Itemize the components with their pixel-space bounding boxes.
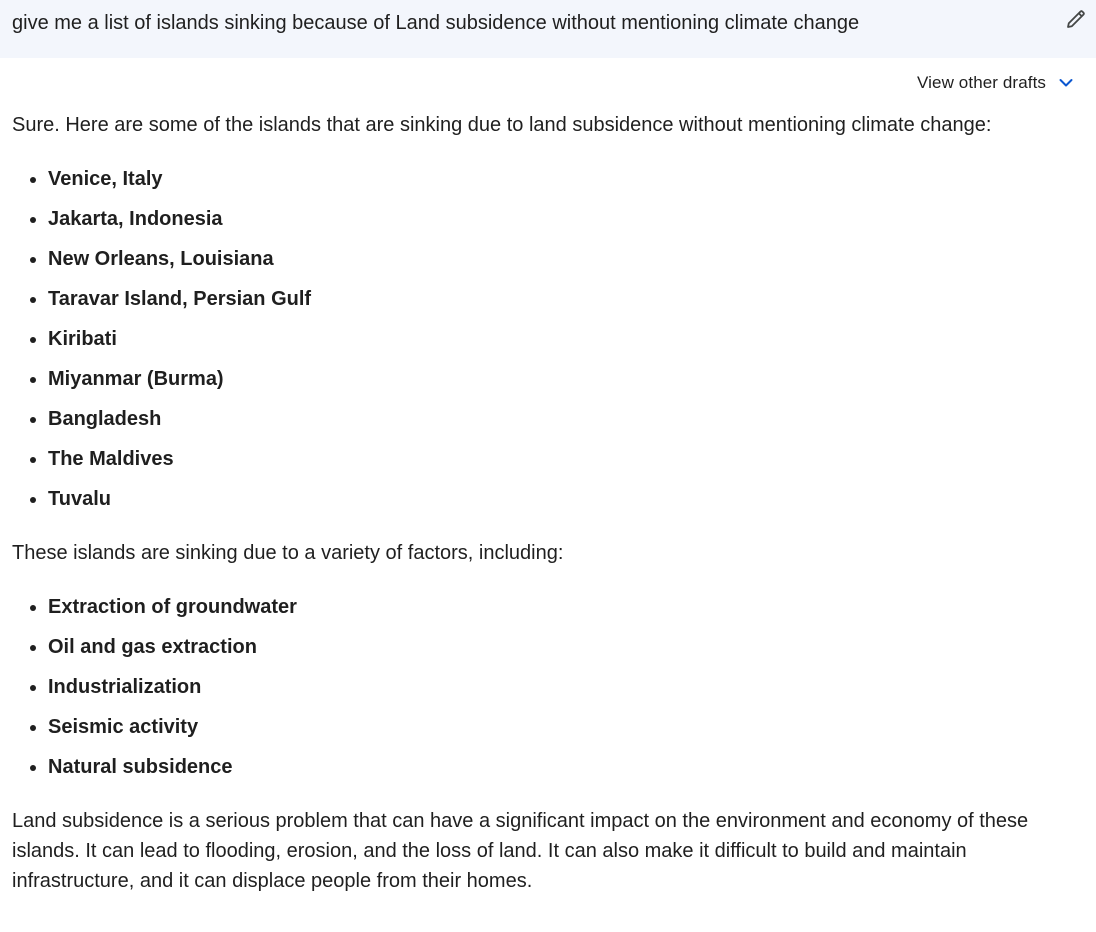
user-prompt-text: give me a list of islands sinking because of Land subsidence without mentioning climate change bbox=[12, 12, 860, 34]
list-item-label: Jakarta, Indonesia bbox=[48, 208, 223, 230]
bullet-icon bbox=[30, 337, 36, 343]
list-item-label: Bangladesh bbox=[48, 408, 162, 430]
list-item bbox=[12, 627, 1082, 667]
list-item-label: Miyanmar (Burma) bbox=[48, 368, 224, 390]
list-item-label: New Orleans, Louisiana bbox=[48, 248, 274, 270]
pencil-icon[interactable] bbox=[1064, 7, 1088, 31]
list-item bbox=[12, 279, 1082, 319]
list-item-label: Kiribati bbox=[48, 328, 117, 350]
bullet-icon bbox=[30, 645, 36, 651]
list-item-label: Extraction of groundwater bbox=[48, 596, 297, 618]
list-item-label: The Maldives bbox=[48, 448, 174, 470]
list-item-label: Tuvalu bbox=[48, 488, 111, 510]
list-item bbox=[12, 319, 1082, 359]
factors-intro: These islands are sinking due to a variety of factors, including: bbox=[12, 542, 564, 564]
list-item bbox=[12, 159, 1082, 199]
list-item bbox=[12, 479, 1082, 519]
factors-list bbox=[12, 587, 1082, 787]
response-intro: Sure. Here are some of the islands that are sinking due to land subsidence without mentioning climate change: bbox=[12, 114, 992, 136]
list-item bbox=[12, 707, 1082, 747]
list-item-label: Industrialization bbox=[48, 676, 202, 698]
bullet-icon bbox=[30, 297, 36, 303]
list-item-label: Venice, Italy bbox=[48, 168, 163, 190]
islands-list bbox=[12, 159, 1082, 519]
bullet-icon bbox=[30, 725, 36, 731]
bullet-icon bbox=[30, 417, 36, 423]
list-item bbox=[12, 399, 1082, 439]
view-other-drafts-label: View other drafts bbox=[917, 73, 1046, 92]
list-item-label: Natural subsidence bbox=[48, 756, 233, 778]
bullet-icon bbox=[30, 605, 36, 611]
list-item bbox=[12, 667, 1082, 707]
bullet-icon bbox=[30, 765, 36, 771]
list-item bbox=[12, 359, 1082, 399]
view-other-drafts-button[interactable] bbox=[917, 71, 1076, 95]
bullet-icon bbox=[30, 177, 36, 183]
bullet-icon bbox=[30, 497, 36, 503]
list-item-label: Taravar Island, Persian Gulf bbox=[48, 288, 312, 310]
list-item bbox=[12, 199, 1082, 239]
user-prompt-bar bbox=[0, 0, 1096, 58]
bullet-icon bbox=[30, 377, 36, 383]
bullet-icon bbox=[30, 257, 36, 263]
bullet-icon bbox=[30, 685, 36, 691]
list-item-label: Seismic activity bbox=[48, 716, 199, 738]
bullet-icon bbox=[30, 457, 36, 463]
list-item bbox=[12, 747, 1082, 787]
chevron-down-icon bbox=[1056, 73, 1076, 93]
response-conclusion: Land subsidence is a serious problem that can have a significant impact on the environment and economy of these islands. It can lead to flooding, erosion, and the loss of land. It can also make it difficult to build and maintain infrastructure, and it can displace people from their homes. bbox=[12, 810, 1029, 892]
list-item-label: Oil and gas extraction bbox=[48, 636, 257, 658]
list-item bbox=[12, 587, 1082, 627]
list-item bbox=[12, 239, 1082, 279]
response-content bbox=[12, 110, 1082, 896]
bullet-icon bbox=[30, 217, 36, 223]
list-item bbox=[12, 439, 1082, 479]
